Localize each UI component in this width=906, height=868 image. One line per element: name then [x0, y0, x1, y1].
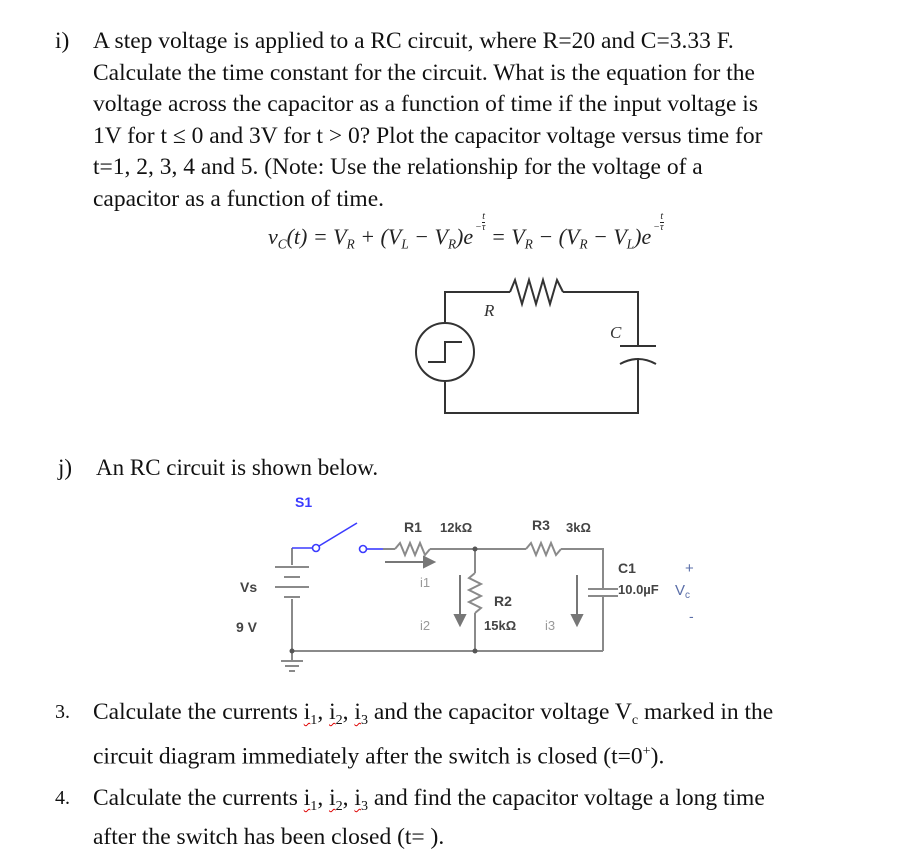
i2-label: i2 — [420, 618, 431, 633]
problem-j-text: An RC circuit is shown below. — [96, 455, 379, 480]
r3-label: R3 — [532, 517, 550, 533]
r2-label: R2 — [494, 593, 512, 609]
question-4-line-2: after the switch has been closed (t= ). — [93, 824, 445, 851]
problem-i-line-4: 1V for t ≤ 0 and 3V for t > 0? Plot the capacitor voltage versus time for — [93, 122, 763, 149]
r1-label: R1 — [404, 519, 422, 535]
problem-j-label: j) — [58, 455, 73, 480]
r2-zigzag — [469, 573, 481, 613]
switch-label: S1 — [295, 494, 313, 510]
rc-step-circuit-diagram — [400, 270, 670, 420]
c1-value: 10.0µF — [618, 582, 659, 597]
problem-i-line-2: Calculate the time constant for the circuit. What is the equation for the — [93, 59, 755, 86]
source-label: Vs — [240, 579, 258, 595]
resistor-zigzag — [510, 280, 563, 304]
r1-value: 12kΩ — [440, 520, 473, 535]
problem-i-line-1: A step voltage is applied to a RC circuit, where R=20 and C=3.33 F. — [93, 28, 734, 54]
problem-j — [58, 452, 658, 484]
r1-zigzag — [395, 543, 430, 555]
problem-i-line-5: t=1, 2, 3, 4 and 5. (Note: Use the relationship for the voltage of a — [93, 154, 703, 180]
question-4-line-1: Calculate the currents $i_1$, $i_2$, $i_3$ and find the capacitor voltage a long time — [93, 785, 765, 814]
r2-value: 15kΩ — [484, 618, 517, 633]
problem-i-label: i) — [55, 28, 70, 54]
question-4-number: 4. — [55, 787, 70, 809]
problem-i-line-3: voltage across the capacitor as a function of time if the input voltage is — [93, 91, 758, 117]
vc-minus: - — [689, 608, 694, 624]
problem-i — [55, 26, 875, 215]
r3-zigzag — [526, 543, 561, 555]
exponent-1: − $\frac{t}{\tau}$ — [475, 211, 486, 233]
r3-value: 3kΩ — [566, 520, 591, 535]
source-value: 9 V — [236, 619, 258, 635]
c1-label: C1 — [618, 560, 636, 576]
question-3-line-1: Calculate the currents $i_1$, $i_2$, $i_3$ and the capacitor voltage $V_c$ marked in the — [93, 699, 774, 728]
capacitor-label: C — [610, 323, 622, 342]
rc-switch-circuit-diagram — [230, 488, 710, 678]
question-3-number: 3. — [55, 701, 70, 723]
exponent-2: − $\frac{t}{\tau}$ — [653, 211, 664, 233]
question-3 — [55, 697, 885, 773]
vc-plus: + — [685, 560, 694, 577]
resistor-label: R — [484, 301, 495, 320]
i1-label: i1 — [420, 575, 431, 590]
capacitor-voltage-equation: $v_C(t) = V_R + (V_L - V_R)e$ − $\frac{t}{\tau}$ = $V_R - (V_R - V_L)e$ − $\frac{t}{\tau}$ — [268, 211, 664, 252]
question-4 — [55, 783, 885, 854]
switch-s1 — [292, 523, 383, 553]
question-3-line-2: circuit diagram immediately after the switch is closed (t=0+). — [93, 743, 665, 770]
problem-i-line-6: capacitor as a function of time. — [93, 185, 385, 212]
vc-label: $V_c$ — [675, 582, 691, 601]
i3-label: i3 — [545, 618, 556, 633]
